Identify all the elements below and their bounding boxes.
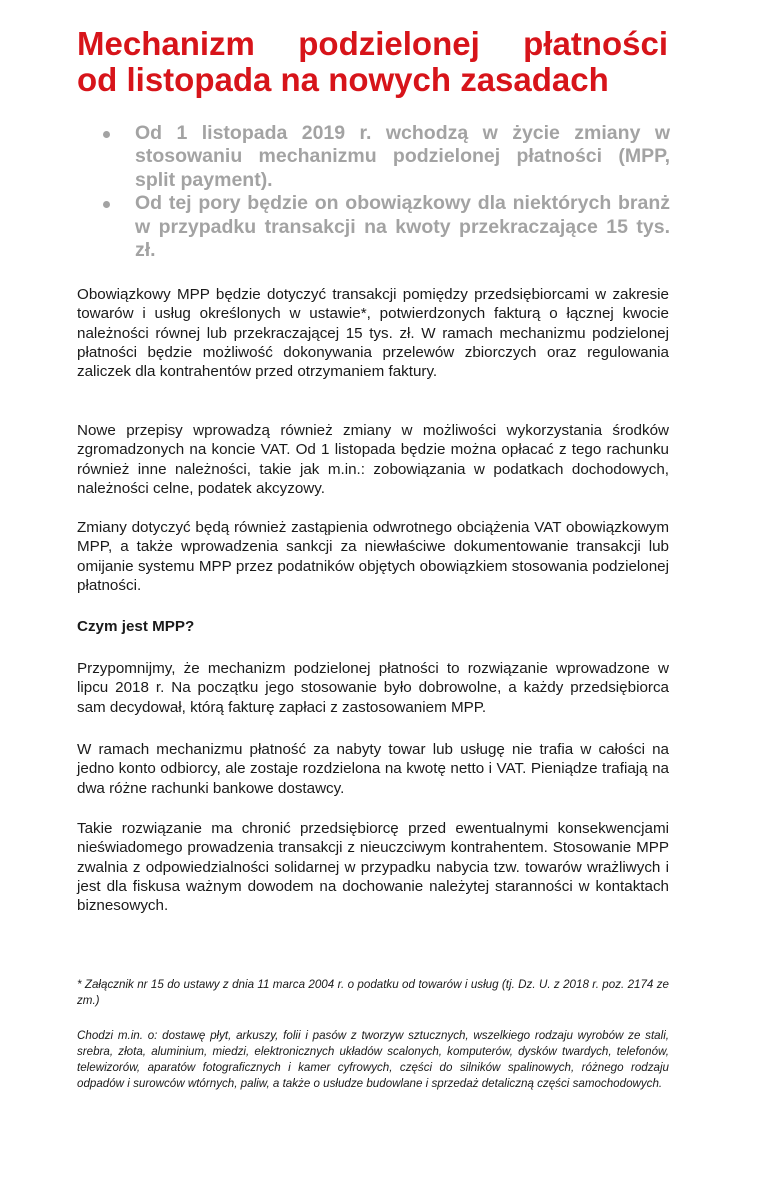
summary-bullet-list bbox=[100, 122, 670, 262]
body-paragraph: Przypomnijmy, że mechanizm podzielonej płatności to rozwiązanie wprowadzone w lipcu 2018 r. Na początku jego stosowanie było dobrowolne, a każdy przedsiębiorca sam decydował, którą fakturę zapłaci z zastosowaniem MPP. bbox=[77, 660, 669, 716]
summary-bullet-text: Od 1 listopada 2019 r. wchodzą w życie zmiany w stosowaniu mechanizmu podzielonej płatności (MPP, split payment). bbox=[135, 122, 670, 191]
body-paragraph: Takie rozwiązanie ma chronić przedsiębiorcę przed ewentualnymi konsekwencjami nieświadomego prowadzenia transakcji z nieuczciwym kontrahentem. Stosowanie MPP zwalnia z odpowiedzialności solidarnej w przypadku nabycia tzw. towarów wrażliwych i jest dla fiskusa ważnym dowodem na dochowanie należytej staranności w kontaktach biznesowych. bbox=[77, 820, 669, 915]
section-heading: Czym jest MPP? bbox=[77, 618, 195, 635]
body-paragraph: W ramach mechanizmu płatność za nabyty towar lub usługę nie trafia w całości na jedno konto odbiorcy, ale zostaje rozdzielona na kwotę netto i VAT. Pieniądze trafiają na dwa różne rachunki bankowe dostawcy. bbox=[77, 741, 669, 797]
bullet-dot-icon bbox=[103, 201, 110, 208]
footnote-details: Chodzi m.in. o: dostawę płyt, arkuszy, folii i pasów z tworzyw sztucznych, wszelkiego rodzaju wyrobów ze stali, srebra, złota, aluminium, miedzi, elektronicznych układów scalonych, komputerów, dysków twardych, telefonów, telewizorów, aparatów fotograficznych i kamer cyfrowych, części do silników spalinowych, różnego rodzaju odpadów i surowców wtórnych, paliw, a także o usłudze budowlane i sprzedaż detaliczną części samochodowych. bbox=[77, 1029, 669, 1090]
footnote-reference: * Załącznik nr 15 do ustawy z dnia 11 marca 2004 r. o podatku od towarów i usług (tj. Dz. U. z 2018 r. poz. 2174 ze zm.) bbox=[77, 978, 669, 1007]
page-title-line-1: Mechanizm podzielonej płatności bbox=[77, 25, 668, 62]
body-paragraph: Zmiany dotyczyć będą również zastąpienia odwrotnego obciążenia VAT obowiązkowym MPP, a także wprowadzenia sankcji za niewłaściwe dokumentowanie transakcji lub omijanie systemu MPP przez podatników objętych obowiązkiem stosowania podzielonej płatności. bbox=[77, 519, 669, 594]
summary-bullet-item bbox=[100, 192, 670, 262]
page-title bbox=[77, 26, 668, 98]
bullet-dot-icon bbox=[103, 131, 110, 138]
summary-bullet-item bbox=[100, 122, 670, 192]
summary-bullet-text: Od tej pory będzie on obowiązkowy dla niektórych branż w przypadku transakcji na kwoty przekraczające 15 tys. zł. bbox=[135, 192, 670, 262]
body-paragraph: Nowe przepisy wprowadzą również zmiany w możliwości wykorzystania środków zgromadzonych na koncie VAT. Od 1 listopada będzie można opłacać z tego rachunku również inne należności, takie jak m.in.: zobowiązania w podatkach dochodowych, należności celne, podatek akcyzowy. bbox=[77, 422, 669, 497]
body-paragraph: Obowiązkowy MPP będzie dotyczyć transakcji pomiędzy przedsiębiorcami w zakresie towarów i usług określonych w ustawie*, potwierdzonych fakturą o łącznej kwocie należności równej lub przekraczającej 15 tys. zł. W ramach mechanizmu podzielonej płatności będzie możliwość dokonywania przelewów zbiorczych oraz regulowania zaliczek dla kontrahentów przed otrzymaniem faktury. bbox=[77, 286, 669, 381]
page-title-line-2: od listopada na nowych zasadach bbox=[77, 61, 609, 98]
